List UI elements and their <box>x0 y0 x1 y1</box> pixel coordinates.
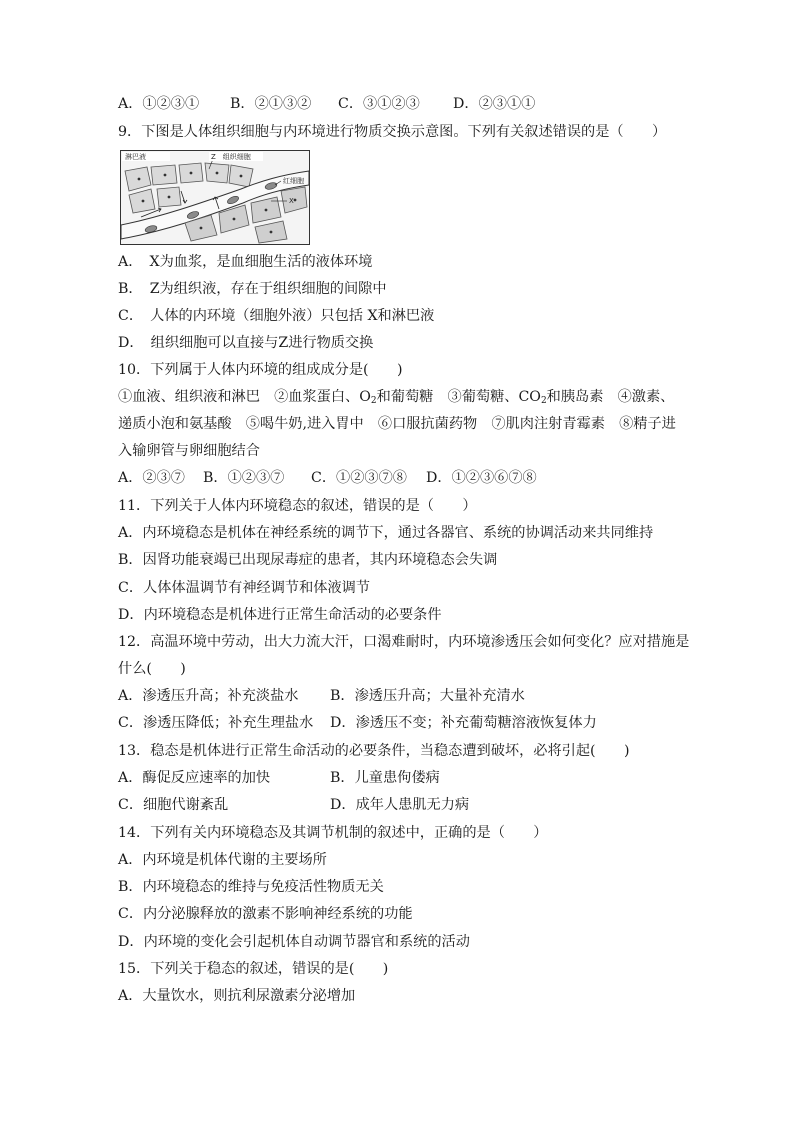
q9-option-b: B． Z为组织液，存在于组织细胞的间隙中 <box>118 281 387 297</box>
q10-option-a: A．②③⑦ <box>118 470 185 486</box>
q11-option-c: C．人体体温调节有神经调节和体液调节 <box>118 580 371 596</box>
q15-option-a: A．大量饮水，则抗利尿激素分泌增加 <box>118 988 356 1004</box>
q11-option-b: B．因肾功能衰竭已出现尿毒症的患者，其内环境稳态会失调 <box>118 552 498 568</box>
q10-body-line1 <box>118 387 688 407</box>
q12-option-a: A．渗透压升高；补充淡盐水 <box>118 688 299 704</box>
figure-label-lymph: 淋巴液 <box>125 153 146 161</box>
q12-options-row1 <box>118 686 688 706</box>
q14-stem: 14．下列有关内环境稳态及其调节机制的叙述中，正确的是（ ） <box>118 825 548 841</box>
q8-option-c: C．③①②③ <box>338 96 420 112</box>
figure-label-z: Z 组织细胞 <box>211 153 251 161</box>
q8-option-d: D．②③①① <box>453 96 536 112</box>
q14-option-a: A．内环境是机体代谢的主要场所 <box>118 852 327 868</box>
q8-option-a: A．①②③① <box>118 96 200 112</box>
q13-stem: 13．稳态是机体进行正常生命活动的必要条件，当稳态遭到破坏，必将引起( ) <box>118 743 630 759</box>
q10-option-d: D．①②③⑥⑦⑧ <box>426 470 537 486</box>
q11-stem: 11．下列关于人体内环境稳态的叙述，错误的是（ ） <box>118 498 477 514</box>
q9-stem: 9．下图是人体组织细胞与内环境进行物质交换示意图。下列有关叙述错误的是（ ） <box>118 124 667 140</box>
q8-option-b: B．②①③② <box>230 96 312 112</box>
tissue-diagram-svg <box>121 151 309 244</box>
q8-options <box>118 94 688 114</box>
q14-option-d: D．内环境的变化会引起机体自动调节器官和系统的活动 <box>118 934 470 950</box>
figure-label-rbc: 红细胞 <box>283 177 304 185</box>
figure-label-x: X <box>289 197 294 205</box>
q10-option-b: B．①②③⑦ <box>203 470 285 486</box>
q14-option-b: B．内环境稳态的维持与免疫活性物质无关 <box>118 879 384 895</box>
q10-options <box>118 468 688 488</box>
co2-subscript: 2 <box>540 396 547 406</box>
q12-option-c: C．渗透压降低；补充生理盐水 <box>118 715 314 731</box>
q13-options-row2 <box>118 795 688 815</box>
q10-body-part1: ①血液、组织液和淋巴 ②血浆蛋白、O <box>118 389 371 405</box>
q10-body-line2: 递质小泡和氨基酸 ⑤喝牛奶,进入胃中 ⑥口服抗菌药物 ⑦肌肉注射青霉素 ⑧精子进 <box>118 416 676 432</box>
q10-body-line3: 入输卵管与卵细胞结合 <box>118 443 260 459</box>
q9-option-a: A． X为血浆，是血细胞生活的液体环境 <box>118 254 373 270</box>
q13-option-c: C．细胞代谢紊乱 <box>118 797 229 813</box>
q13-option-b: B．儿童患佝偻病 <box>330 770 440 786</box>
q14-option-c: C．内分泌腺释放的激素不影响神经系统的功能 <box>118 906 413 922</box>
q13-option-d: D．成年人患肌无力病 <box>330 797 470 813</box>
q10-body-part3: 和胰岛素 ④激素、 <box>546 389 675 405</box>
q11-option-d: D．内环境稳态是机体进行正常生命活动的必要条件 <box>118 607 442 623</box>
q9-option-c: C． 人体的内环境（细胞外液）只包括 X和淋巴液 <box>118 308 435 324</box>
q10-body-part2: 和葡萄糖 ③葡萄糖、CO <box>376 389 541 405</box>
q12-stem-line1: 12．高温环境中劳动，出大力流大汗，口渴难耐时，内环境渗透压会如何变化？应对措施是 <box>118 634 690 650</box>
q9-option-d: D． 组织细胞可以直接与Z进行物质交换 <box>118 335 374 351</box>
q10-option-c: C．①②③⑦⑧ <box>311 470 407 486</box>
q12-option-b: B．渗透压升高；大量补充清水 <box>330 688 525 704</box>
q11-option-a: A．内环境稳态是机体在神经系统的调节下，通过各器官、系统的协调活动来共同维持 <box>118 525 654 541</box>
q13-option-a: A．酶促反应速率的加快 <box>118 770 271 786</box>
tissue-exchange-diagram <box>120 150 310 245</box>
q13-options-row1 <box>118 768 688 788</box>
q12-option-d: D．渗透压不变；补充葡萄糖溶液恢复体力 <box>330 715 597 731</box>
o2-subscript: 2 <box>370 396 377 406</box>
q10-stem: 10．下列属于人体内环境的组成成分是( ) <box>118 362 403 378</box>
q15-stem: 15．下列关于稳态的叙述，错误的是( ) <box>118 961 389 977</box>
q12-options-row2 <box>118 713 688 733</box>
q12-stem-line2: 什么( ) <box>118 661 186 677</box>
